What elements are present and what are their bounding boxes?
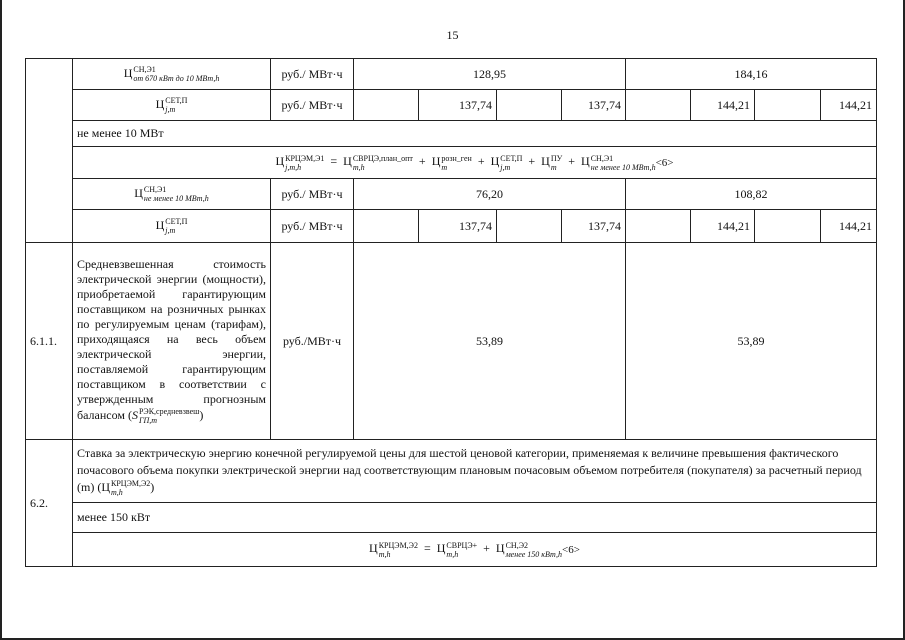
tariff-symbol: Ц СН,Э1 от 670 кВт до 10 МВт,h <box>73 59 271 90</box>
item-description: Средневзвешенная стоимость электрической энергии (мощности), приобретаемой гарантирующим поставщиком на розничных рынках по регулируемым ценам (тарифам), приходящаяся на весь объем электрической энергии, поставляемой гарантирующим поставщиком в соответствии с утвержденным прогнозным балансом (S РЭК,средневзвеш ГП,m ) <box>73 243 271 440</box>
scan-edge-left <box>0 0 2 640</box>
value-cell: 184,16 <box>626 59 877 90</box>
tariff-symbol: Ц СН,Э1 не менее 10 МВт,h <box>73 179 271 210</box>
tariff-symbol: Ц СЕТ,П j,m <box>73 90 271 121</box>
empty-cell <box>497 210 562 243</box>
table-row <box>26 440 877 503</box>
value-cell: 144,21 <box>821 210 877 243</box>
table-row <box>26 147 877 179</box>
value-cell: 144,21 <box>821 90 877 121</box>
row-number: 6.2. <box>26 440 73 567</box>
row-number-empty <box>26 59 73 243</box>
value-cell: 137,74 <box>562 90 626 121</box>
table-row <box>26 243 877 440</box>
empty-cell <box>626 90 691 121</box>
value-cell: 128,95 <box>354 59 626 90</box>
category-label: не менее 10 МВт <box>73 121 877 147</box>
empty-cell <box>497 90 562 121</box>
unit-cell: руб./ МВт·ч <box>271 59 354 90</box>
empty-cell <box>354 90 419 121</box>
unit-cell: руб./ МВт·ч <box>271 90 354 121</box>
row-number: 6.1.1. <box>26 243 73 440</box>
empty-cell <box>354 210 419 243</box>
table-row <box>26 503 877 533</box>
table-row <box>26 59 877 90</box>
category-label: менее 150 кВт <box>73 503 877 533</box>
value-cell: 76,20 <box>354 179 626 210</box>
value-cell: 137,74 <box>419 210 497 243</box>
unit-cell: руб./ МВт·ч <box>271 179 354 210</box>
tariff-table <box>25 58 877 567</box>
page-number: 15 <box>446 28 459 42</box>
value-cell: 53,89 <box>354 243 626 440</box>
empty-cell <box>626 210 691 243</box>
unit-cell: руб./ МВт·ч <box>271 210 354 243</box>
tariff-symbol: Ц СЕТ,П j,m <box>73 210 271 243</box>
table-row <box>26 533 877 567</box>
table-row <box>26 179 877 210</box>
empty-cell <box>755 90 821 121</box>
value-cell: 137,74 <box>419 90 497 121</box>
value-cell: 108,82 <box>626 179 877 210</box>
empty-cell <box>755 210 821 243</box>
formula: Ц КРЦЭМ,Э1 j,m,h = Ц СВРЦЭ,план_опт m,h + Ц розн_ген m + Ц СЕТ,П j,m + Ц ПУ m + Ц СН,Э1 не менее 10 МВт,h <6> <box>73 147 877 179</box>
value-cell: 137,74 <box>562 210 626 243</box>
item-description: Ставка за электрическую энергию конечной регулируемой цены для шестой ценовой категории, применяемая к величине превышения фактического почасового объема покупки электрической энергии над соответствующим плановым почасовым объемом потребителя (покупателя) за расчетный период (m) (Ц КРЦЭМ,Э2 m,h ) <box>73 440 877 503</box>
value-cell: 144,21 <box>691 210 755 243</box>
table-row <box>26 90 877 121</box>
formula: Ц КРЦЭМ,Э2 m,h = Ц СВРЦЭ+ m,h + Ц СН,Э2 менее 150 кВт,h <6> <box>73 533 877 567</box>
table-row <box>26 210 877 243</box>
value-cell: 144,21 <box>691 90 755 121</box>
value-cell: 53,89 <box>626 243 877 440</box>
unit-cell: руб./МВт·ч <box>271 243 354 440</box>
table-row <box>26 121 877 147</box>
